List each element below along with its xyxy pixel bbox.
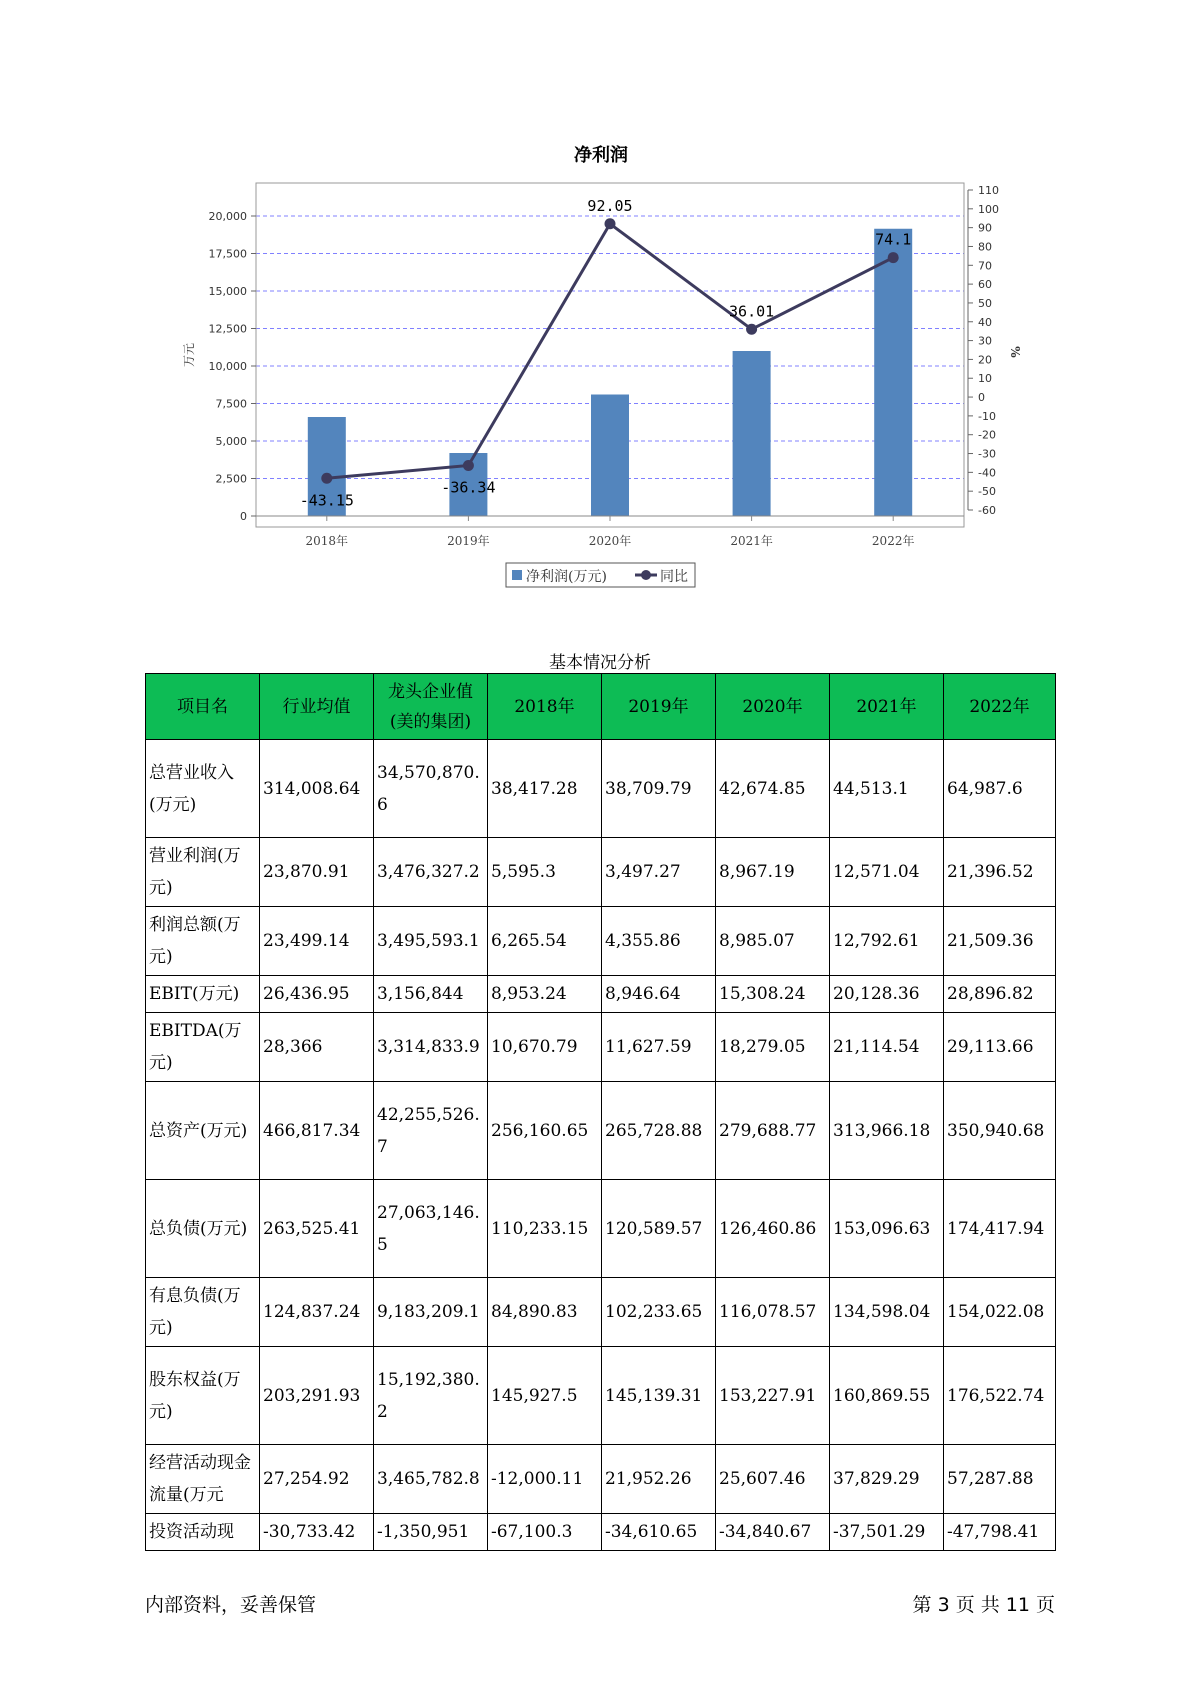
bar <box>733 351 771 516</box>
header-cell: 行业均值 <box>260 674 374 740</box>
row-name-cell: 经营活动现金流量(万元 <box>146 1445 260 1514</box>
value-cell: 3,495,593.1 <box>374 907 488 976</box>
value-cell: -12,000.11 <box>488 1445 602 1514</box>
value-cell: 3,156,844 <box>374 976 488 1013</box>
table-row <box>146 838 1056 907</box>
y-tick-label: 0 <box>240 510 247 523</box>
value-cell: -1,350,951 <box>374 1514 488 1551</box>
y2-tick-label: 0 <box>978 391 985 405</box>
y2-tick-label: -20 <box>978 428 996 442</box>
value-cell: 3,314,833.9 <box>374 1013 488 1082</box>
y-tick-label: 15,000 <box>208 285 247 298</box>
legend-bar-swatch <box>512 570 522 580</box>
table-row <box>146 1445 1056 1514</box>
value-cell: -47,798.41 <box>944 1514 1056 1551</box>
value-cell: 145,927.5 <box>488 1347 602 1445</box>
value-cell: 12,571.04 <box>830 838 944 907</box>
value-cell: 38,709.79 <box>602 740 716 838</box>
value-cell: 64,987.6 <box>944 740 1056 838</box>
row-name-cell: EBITDA(万元) <box>146 1013 260 1082</box>
y2-tick-label: 10 <box>978 372 992 386</box>
yoy-point <box>746 324 757 335</box>
y-tick-label: 17,500 <box>208 247 247 261</box>
y2-tick-label: 50 <box>978 296 992 310</box>
value-cell: 174,417.94 <box>944 1180 1056 1278</box>
y2-tick-label: -30 <box>978 447 996 461</box>
header-cell: 2018年 <box>488 674 602 740</box>
value-cell: -67,100.3 <box>488 1514 602 1551</box>
y2-tick-label: 60 <box>978 278 992 292</box>
value-cell: 8,946.64 <box>602 976 716 1013</box>
value-cell: 153,096.63 <box>830 1180 944 1278</box>
value-cell: 21,952.26 <box>602 1445 716 1514</box>
table-row <box>146 1180 1056 1278</box>
x-tick-label: 2018年 <box>305 534 349 548</box>
value-cell: 28,366 <box>260 1013 374 1082</box>
y-tick-label: 2,500 <box>215 472 247 486</box>
value-cell: 18,279.05 <box>716 1013 830 1082</box>
table-caption: 基本情况分析 <box>549 653 651 673</box>
value-cell: 263,525.41 <box>260 1180 374 1278</box>
right-axis <box>968 184 999 517</box>
y2-axis-label: % <box>1008 346 1022 358</box>
table-row <box>146 1514 1056 1551</box>
value-cell: 21,114.54 <box>830 1013 944 1082</box>
value-cell: 313,966.18 <box>830 1082 944 1180</box>
y2-tick-label: -40 <box>978 466 996 480</box>
value-cell: 27,063,146.5 <box>374 1180 488 1278</box>
x-tick-label: 2022年 <box>871 534 915 548</box>
row-name-cell: 股东权益(万元) <box>146 1347 260 1445</box>
yoy-data-label: -43.15 <box>299 491 354 510</box>
y2-tick-label: -60 <box>978 504 996 517</box>
y2-tick-label: -50 <box>978 485 996 499</box>
value-cell: 42,255,526.7 <box>374 1082 488 1180</box>
y2-tick-label: 110 <box>978 184 999 197</box>
footer-page-number: 第 3 页 共 11 页 <box>912 1594 1055 1616</box>
value-cell: 120,589.57 <box>602 1180 716 1278</box>
value-cell: -30,733.42 <box>260 1514 374 1551</box>
value-cell: 8,967.19 <box>716 838 830 907</box>
value-cell: 20,128.36 <box>830 976 944 1013</box>
table-row <box>146 1013 1056 1082</box>
row-name-cell: 总营业收入(万元) <box>146 740 260 838</box>
y-tick-label: 12,500 <box>208 322 247 336</box>
header-cell: 龙头企业值(美的集团) <box>374 674 488 740</box>
value-cell: 8,953.24 <box>488 976 602 1013</box>
table-header-row <box>146 674 1056 740</box>
value-cell: 8,985.07 <box>716 907 830 976</box>
yoy-point <box>463 460 474 471</box>
value-cell: 134,598.04 <box>830 1278 944 1347</box>
y-tick-label: 7,500 <box>215 397 247 411</box>
value-cell: 3,497.27 <box>602 838 716 907</box>
value-cell: 126,460.86 <box>716 1180 830 1278</box>
value-cell: 4,355.86 <box>602 907 716 976</box>
value-cell: 466,817.34 <box>260 1082 374 1180</box>
x-tick-label: 2021年 <box>730 534 773 548</box>
row-name-cell: 总资产(万元) <box>146 1082 260 1180</box>
value-cell: 203,291.93 <box>260 1347 374 1445</box>
yoy-point <box>605 218 616 229</box>
value-cell: 37,829.29 <box>830 1445 944 1514</box>
bar <box>874 229 912 516</box>
y2-tick-label: 40 <box>978 315 992 329</box>
y-axis-label: 万元 <box>182 342 196 368</box>
value-cell: 279,688.77 <box>716 1082 830 1180</box>
row-name-cell: 总负债(万元) <box>146 1180 260 1278</box>
table-row <box>146 976 1056 1013</box>
value-cell: 11,627.59 <box>602 1013 716 1082</box>
basic-analysis-table <box>145 673 1056 1551</box>
legend-line-marker <box>641 570 651 580</box>
value-cell: 110,233.15 <box>488 1180 602 1278</box>
header-cell: 2019年 <box>602 674 716 740</box>
value-cell: 23,870.91 <box>260 838 374 907</box>
row-name-cell: EBIT(万元) <box>146 976 260 1013</box>
value-cell: 21,509.36 <box>944 907 1056 976</box>
value-cell: 9,183,209.1 <box>374 1278 488 1347</box>
value-cell: 27,254.92 <box>260 1445 374 1514</box>
legend-line-label: 同比 <box>660 569 688 585</box>
row-name-cell: 投资活动现 <box>146 1514 260 1551</box>
value-cell: 15,308.24 <box>716 976 830 1013</box>
table-row <box>146 1347 1056 1445</box>
table-row <box>146 740 1056 838</box>
y2-tick-label: 20 <box>978 353 992 367</box>
value-cell: 15,192,380.2 <box>374 1347 488 1445</box>
bar <box>591 395 629 517</box>
value-cell: 44,513.1 <box>830 740 944 838</box>
value-cell: 116,078.57 <box>716 1278 830 1347</box>
value-cell: 124,837.24 <box>260 1278 374 1347</box>
y2-tick-label: 90 <box>978 221 992 235</box>
value-cell: 25,607.46 <box>716 1445 830 1514</box>
row-name-cell: 有息负债(万元) <box>146 1278 260 1347</box>
value-cell: 145,139.31 <box>602 1347 716 1445</box>
value-cell: 153,227.91 <box>716 1347 830 1445</box>
value-cell: -37,501.29 <box>830 1514 944 1551</box>
value-cell: 26,436.95 <box>260 976 374 1013</box>
value-cell: 350,940.68 <box>944 1082 1056 1180</box>
value-cell: -34,610.65 <box>602 1514 716 1551</box>
x-axis <box>256 516 964 548</box>
value-cell: 5,595.3 <box>488 838 602 907</box>
value-cell: 12,792.61 <box>830 907 944 976</box>
y2-tick-label: 80 <box>978 240 992 254</box>
chart-title: 净利润 <box>574 145 628 166</box>
value-cell: 23,499.14 <box>260 907 374 976</box>
table-row <box>146 907 1056 976</box>
yoy-point <box>321 473 332 484</box>
value-cell: 21,396.52 <box>944 838 1056 907</box>
table-row <box>146 1278 1056 1347</box>
y2-tick-label: -10 <box>978 409 996 423</box>
value-cell: 38,417.28 <box>488 740 602 838</box>
value-cell: 6,265.54 <box>488 907 602 976</box>
value-cell: 34,570,870.6 <box>374 740 488 838</box>
chart-legend <box>506 563 695 587</box>
y2-tick-label: 100 <box>978 202 999 216</box>
y-tick-label: 20,000 <box>208 210 247 223</box>
y-tick-label: 5,000 <box>215 435 247 448</box>
row-name-cell: 利润总额(万元) <box>146 907 260 976</box>
value-cell: 256,160.65 <box>488 1082 602 1180</box>
table-row <box>146 1082 1056 1180</box>
value-cell: 102,233.65 <box>602 1278 716 1347</box>
legend-bar-label: 净利润(万元) <box>526 569 607 585</box>
y-tick-label: 10,000 <box>208 360 247 373</box>
y2-tick-label: 70 <box>978 259 992 273</box>
left-axis <box>209 210 257 523</box>
value-cell: 28,896.82 <box>944 976 1056 1013</box>
value-cell: 314,008.64 <box>260 740 374 838</box>
footer-confidential-note: 内部资料，妥善保管 <box>145 1594 317 1616</box>
value-cell: -34,840.67 <box>716 1514 830 1551</box>
yoy-data-label: 36.01 <box>729 302 775 321</box>
value-cell: 160,869.55 <box>830 1347 944 1445</box>
value-cell: 29,113.66 <box>944 1013 1056 1082</box>
net-profit-chart <box>0 0 1191 600</box>
value-cell: 42,674.85 <box>716 740 830 838</box>
row-name-cell: 营业利润(万元) <box>146 838 260 907</box>
header-cell: 2021年 <box>830 674 944 740</box>
yoy-point <box>888 252 899 263</box>
y2-tick-label: 30 <box>978 334 992 348</box>
x-tick-label: 2020年 <box>588 534 632 548</box>
value-cell: 3,465,782.8 <box>374 1445 488 1514</box>
value-cell: 10,670.79 <box>488 1013 602 1082</box>
yoy-data-label: 92.05 <box>587 196 633 215</box>
yoy-data-label: -36.34 <box>441 478 496 497</box>
header-cell: 2022年 <box>944 674 1056 740</box>
header-cell: 项目名 <box>146 674 260 740</box>
yoy-data-label: 74.1 <box>875 230 912 249</box>
value-cell: 3,476,327.2 <box>374 838 488 907</box>
header-cell: 2020年 <box>716 674 830 740</box>
value-cell: 84,890.83 <box>488 1278 602 1347</box>
value-cell: 265,728.88 <box>602 1082 716 1180</box>
x-tick-label: 2019年 <box>447 534 490 548</box>
value-cell: 154,022.08 <box>944 1278 1056 1347</box>
value-cell: 176,522.74 <box>944 1347 1056 1445</box>
value-cell: 57,287.88 <box>944 1445 1056 1514</box>
